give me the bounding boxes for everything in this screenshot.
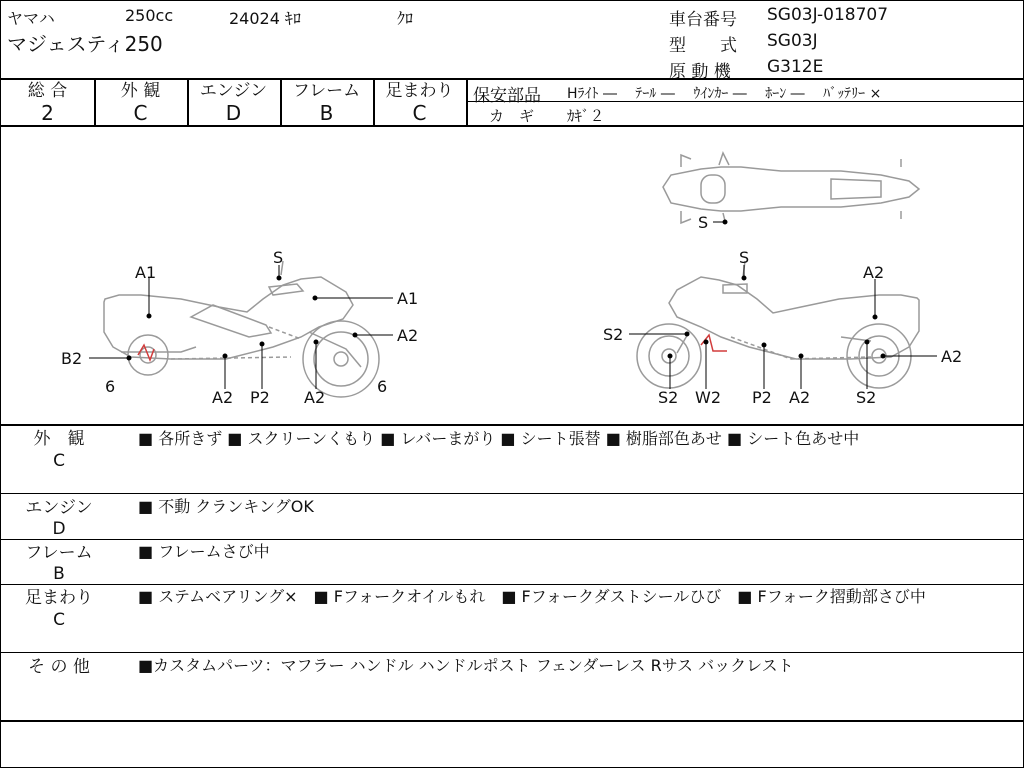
grade-label: 外 観 xyxy=(120,81,161,101)
divider xyxy=(1,78,1023,80)
divider xyxy=(1,584,1023,585)
safety-title: 保安部品 xyxy=(473,86,541,106)
label-a2: A2 xyxy=(789,388,811,407)
grade-value: D xyxy=(225,101,242,125)
label-a2: A2 xyxy=(397,326,419,345)
grade-label: 足まわり xyxy=(385,81,454,101)
divider xyxy=(1,652,1023,653)
detail-grade: C xyxy=(53,451,65,471)
label-a1: A1 xyxy=(135,263,157,282)
detail-grade: C xyxy=(53,610,65,630)
leader-dot xyxy=(723,220,727,224)
leader-dot xyxy=(762,343,766,347)
displacement: 250cc xyxy=(125,6,174,25)
detail-head: 足まわり xyxy=(25,588,93,608)
leader-dot xyxy=(799,354,803,358)
grade-value: C xyxy=(412,101,427,125)
detail-text: ■ 不動 クランキングOK xyxy=(138,497,314,516)
detail-text: ■ フレームさび中 xyxy=(138,542,270,561)
label-s2: S2 xyxy=(856,388,877,407)
label-w2: W2 xyxy=(695,388,721,407)
label-6: 6 xyxy=(377,377,388,396)
divider xyxy=(1,424,1023,426)
leader-dot xyxy=(353,333,357,337)
label-b2: B2 xyxy=(61,349,83,368)
leader-dot xyxy=(873,315,877,319)
color: ｸﾛ xyxy=(397,9,414,28)
grade-overall xyxy=(1,81,94,125)
label-a1: A1 xyxy=(397,289,419,308)
leader-dot xyxy=(260,342,264,346)
label-a2: A2 xyxy=(941,347,963,366)
divider xyxy=(1,539,1023,540)
engine-value: G312E xyxy=(767,57,824,77)
label-6: 6 xyxy=(105,377,116,396)
leader-dot xyxy=(127,356,131,360)
grade-exterior xyxy=(94,81,187,125)
detail-text: ■ ステムベアリング× ■ Fフォークオイルもれ ■ Fフォークダストシールひび ■ Fフォーク摺動部さび中 xyxy=(138,587,926,606)
engine-label: 原 動 機 xyxy=(669,62,731,82)
leader-dot xyxy=(313,296,317,300)
detail-text: ■ 各所きず ■ スクリーンくもり ■ レバーまがり ■ シート張替 ■ 樹脂部色あせ ■ シート色あせ中 xyxy=(138,429,860,448)
divider xyxy=(1,720,1023,722)
maker-name: ヤマハ xyxy=(7,9,55,28)
label-p2: P2 xyxy=(752,388,772,407)
label-p2: P2 xyxy=(250,388,270,407)
grade-value: 2 xyxy=(41,101,54,125)
grade-value: B xyxy=(319,101,334,125)
detail-head: そ の 他 xyxy=(28,657,90,677)
label-s: S xyxy=(698,213,709,232)
detail-grade: B xyxy=(53,564,65,584)
key-label: カ ギ xyxy=(489,107,535,125)
type-label: 型 式 xyxy=(669,36,737,56)
label-s: S xyxy=(739,248,750,267)
label-s2: S2 xyxy=(603,325,624,344)
grade-suspension xyxy=(373,81,466,125)
mileage: 24024 ｷﾛ xyxy=(229,9,301,28)
safety-items: Hﾗｲﾄ ― ﾃｰﾙ ― ｳｲﾝｶｰ ― ﾎｰﾝ ― ﾊﾞｯﾃﾘｰ × xyxy=(567,86,882,102)
leader-dot xyxy=(147,314,151,318)
damage-diagram xyxy=(1,127,1023,425)
divider xyxy=(466,79,468,126)
detail-text: ■カスタムパーツ：マフラー ハンドル ハンドルポスト フェンダーレス Rサス バックレスト xyxy=(138,656,794,675)
leader-dot xyxy=(865,340,869,344)
key-value: ｶｷﾞ２ xyxy=(567,107,605,125)
grade-label: エンジン xyxy=(199,81,268,101)
divider xyxy=(1,493,1023,494)
grade-label: 総 合 xyxy=(27,81,68,101)
type-value: SG03J xyxy=(767,31,818,51)
label-a2: A2 xyxy=(304,388,326,407)
leader-dot xyxy=(668,354,672,358)
detail-head: エンジン xyxy=(25,498,93,518)
leader-dot xyxy=(223,354,227,358)
frame-no-label: 車台番号 xyxy=(669,10,737,30)
leader-dot xyxy=(314,340,318,344)
label-a2: A2 xyxy=(863,263,885,282)
model-name: マジェスティ250 xyxy=(7,32,163,56)
grade-label: フレーム xyxy=(292,81,361,101)
detail-head: 外 観 xyxy=(33,429,85,449)
leader-dot xyxy=(685,332,689,336)
grade-frame xyxy=(280,81,373,125)
leader-dot xyxy=(704,340,708,344)
label-s2: S2 xyxy=(658,388,679,407)
frame-no: SG03J-018707 xyxy=(767,5,889,25)
detail-grade: D xyxy=(52,519,66,539)
detail-head: フレーム xyxy=(25,543,93,563)
label-a2: A2 xyxy=(212,388,234,407)
leader-dot xyxy=(742,276,746,280)
leader-dot xyxy=(881,354,885,358)
grade-value: C xyxy=(133,101,148,125)
leader-dot xyxy=(277,276,281,280)
grade-engine xyxy=(187,81,280,125)
diagram-labels xyxy=(61,213,962,407)
label-s: S xyxy=(273,248,284,267)
